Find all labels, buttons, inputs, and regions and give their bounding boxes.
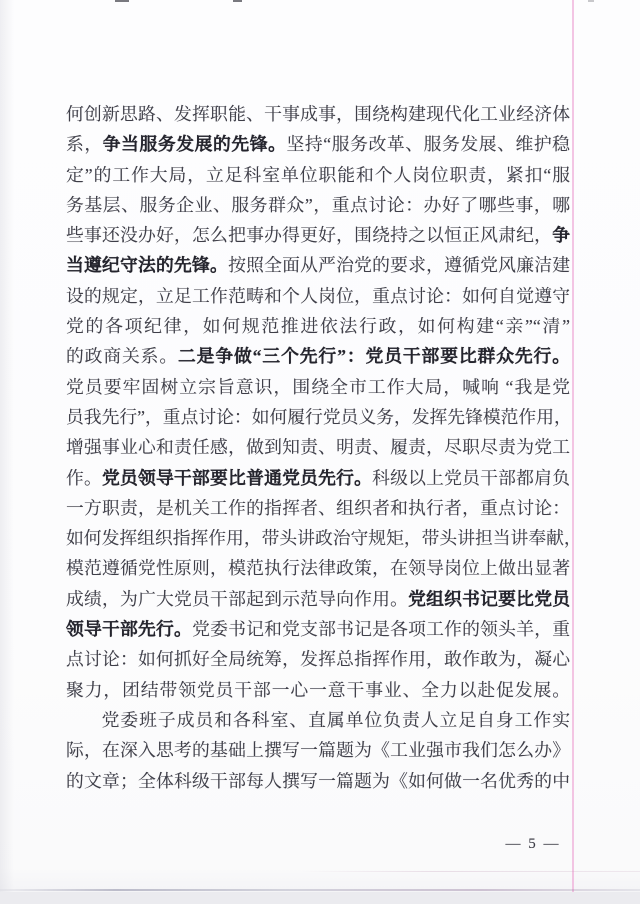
text-segment: 一方职责，是机关工作的指挥者、组织者和执行者，重点讨论： <box>66 497 570 518</box>
text-segment: 际，在深入思考的基础上撰写一篇题为《工业强市我们怎么办》 <box>66 740 570 761</box>
bold-text-segment: 领导干部先行。 <box>66 619 193 640</box>
bold-text-segment: 争当服务发展的先锋。 <box>102 134 287 155</box>
text-segment: 系， <box>66 134 103 155</box>
text-segment: 模范遵循党性原则，模范执行法律政策，在领导岗位上做出显著 <box>66 558 570 579</box>
text-line <box>66 190 570 220</box>
text-segment: 些事还没办好，怎么把事办得更好，围绕持之以恒正风肃纪， <box>66 225 553 246</box>
text-segment: 党委班子成员和各科室、直属单位负责人立足自身工作实 <box>101 709 570 730</box>
text-segment: 按照全面从严治党的要求，遵循党风廉洁建 <box>228 255 570 276</box>
page-number: — 5 — <box>505 836 561 852</box>
text-line <box>66 372 570 402</box>
text-line <box>66 341 570 371</box>
scan-speck <box>115 0 129 2</box>
text-segment: 点讨论：如何抓好全局统筹，发挥总指挥作用，敢作敢为，凝心 <box>66 649 570 670</box>
text-segment: 如何发挥组织指挥作用，带头讲政治守规矩，带头讲担当讲奉献， <box>66 528 582 549</box>
text-line <box>66 402 570 432</box>
scan-crease-line <box>300 871 640 872</box>
text-segment: 作。 <box>66 467 103 488</box>
text-line <box>66 463 570 493</box>
text-line <box>66 705 570 735</box>
text-line <box>66 553 570 583</box>
text-line <box>66 584 570 614</box>
scan-speck <box>233 0 242 2</box>
bold-text-segment: 党组织书记要比党员 <box>408 588 570 609</box>
text-line <box>66 766 570 796</box>
scan-edge-shade <box>0 0 14 904</box>
text-segment: 坚持“服务改革、服务发展、维护稳 <box>286 134 570 155</box>
text-line <box>66 311 570 341</box>
text-line <box>66 129 570 159</box>
text-segment: 的政商关系。 <box>66 346 178 367</box>
text-segment: 科级以上党员干部都肩负 <box>372 467 570 488</box>
text-segment: 何创新思路、发挥职能、干事成事，围绕构建现代化工业经济体 <box>66 104 570 124</box>
text-line <box>66 675 570 705</box>
text-line <box>66 432 570 462</box>
document-body <box>66 99 582 796</box>
text-line <box>66 99 570 129</box>
scan-crease-line <box>0 889 640 891</box>
bold-text-segment: 二是争做“三个先行”：党员干部要比群众先行。 <box>178 346 570 367</box>
text-segment: 的文章；全体科级干部每人撰写一篇题为《如何做一名优秀的中 <box>66 770 570 791</box>
text-line <box>66 493 570 523</box>
text-segment: 务基层、服务企业、服务群众”，重点讨论：办好了哪些事，哪 <box>66 194 570 215</box>
text-line <box>66 250 570 280</box>
text-segment: 党员要牢固树立宗旨意识，围绕全市工作大局，喊响 “我是党 <box>66 376 570 397</box>
text-line <box>66 644 570 674</box>
red-binding-line <box>572 0 574 904</box>
text-line <box>66 220 570 250</box>
text-segment: 设的规定，立足工作范畴和个人岗位，重点讨论：如何自觉遵守 <box>66 285 570 306</box>
text-segment: 增强事业心和责任感，做到知责、明责、履责，尽职尽责为党工 <box>66 437 570 458</box>
text-segment: 成绩，为广大党员干部起到示范导向作用。 <box>66 588 409 609</box>
bold-text-segment: 党员领导干部要比普通党员先行。 <box>102 467 373 488</box>
scan-bottom-edge <box>0 892 640 904</box>
bold-text-segment: 争 <box>552 225 570 246</box>
scan-speck <box>588 0 594 2</box>
text-segment: 党的各项纪律，如何规范推进依法行政，如何构建“亲”“清” <box>66 316 570 337</box>
text-segment: 定”的工作大局，立足科室单位职能和个人岗位职责，紧扣“服 <box>66 164 570 185</box>
text-line <box>66 614 570 644</box>
text-line <box>66 160 570 190</box>
text-line <box>66 281 570 311</box>
text-line <box>66 523 582 553</box>
bold-text-segment: 当遵纪守法的先锋。 <box>66 255 229 276</box>
text-line <box>66 735 570 765</box>
text-segment: 聚力，团结带领党员干部一心一意干事业、全力以赴促发展。 <box>66 679 570 700</box>
text-segment: 员我先行”，重点讨论：如何履行党员义务，发挥先锋模范作用， <box>66 406 572 427</box>
text-segment: 党委书记和党支部书记是各项工作的领头羊，重 <box>192 619 570 640</box>
